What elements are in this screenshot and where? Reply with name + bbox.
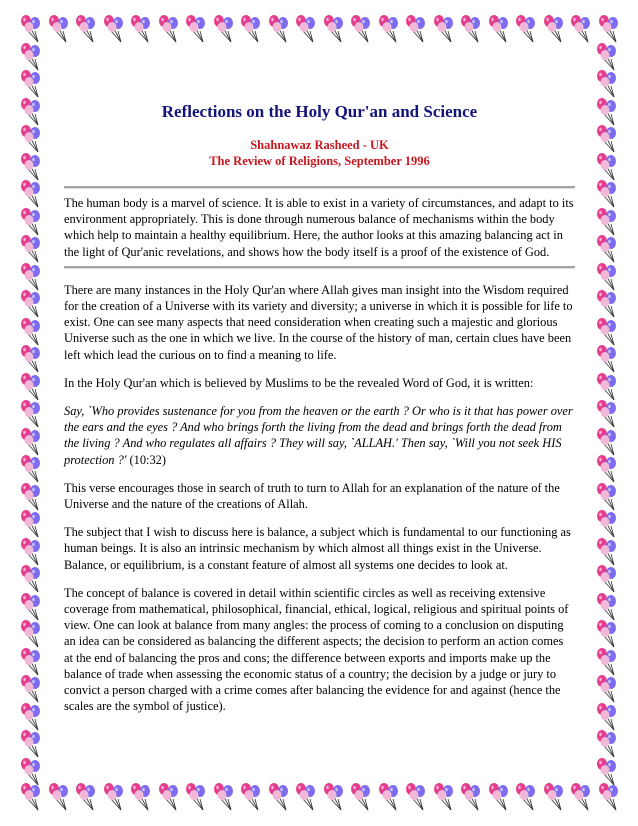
balloons-icon bbox=[18, 97, 44, 127]
balloons-icon bbox=[596, 782, 622, 812]
balloons-icon bbox=[156, 14, 182, 44]
paragraph-2: In the Holy Qur'an which is believed by Muslims to be the revealed Word of God, it is written: bbox=[64, 375, 534, 390]
balloons-icon bbox=[18, 399, 44, 429]
balloons-icon bbox=[128, 782, 154, 812]
balloons-icon bbox=[403, 782, 429, 812]
balloons-icon bbox=[293, 14, 319, 44]
balloons-icon bbox=[458, 782, 484, 812]
balloons-icon bbox=[431, 782, 457, 812]
balloons-icon bbox=[18, 702, 44, 732]
balloons-icon bbox=[594, 757, 620, 787]
balloons-icon bbox=[211, 782, 237, 812]
balloons-icon bbox=[18, 537, 44, 567]
balloons-icon bbox=[594, 592, 620, 622]
balloons-icon bbox=[594, 289, 620, 319]
balloons-icon bbox=[211, 14, 237, 44]
balloons-icon bbox=[513, 14, 539, 44]
paragraph-3: This verse encourages those in search of truth to turn to Allah for an explanation of the nature of the Universe and the nature of the creations of Allah. bbox=[64, 480, 560, 512]
balloons-icon bbox=[594, 344, 620, 374]
balloons-icon bbox=[18, 619, 44, 649]
balloons-icon bbox=[18, 207, 44, 237]
balloons-icon bbox=[594, 124, 620, 154]
balloons-icon bbox=[321, 782, 347, 812]
balloons-icon bbox=[376, 14, 402, 44]
balloons-icon bbox=[18, 42, 44, 72]
balloons-icon bbox=[73, 14, 99, 44]
balloons-icon bbox=[18, 262, 44, 292]
balloons-icon bbox=[321, 14, 347, 44]
balloons-icon bbox=[18, 14, 44, 44]
balloons-icon bbox=[594, 234, 620, 264]
balloons-icon bbox=[594, 152, 620, 182]
balloons-icon bbox=[238, 782, 264, 812]
balloons-icon bbox=[18, 427, 44, 457]
balloons-icon bbox=[513, 782, 539, 812]
balloons-icon bbox=[18, 289, 44, 319]
balloons-icon bbox=[348, 782, 374, 812]
balloons-icon bbox=[238, 14, 264, 44]
balloons-icon bbox=[594, 427, 620, 457]
balloons-icon bbox=[348, 14, 374, 44]
balloons-icon bbox=[18, 234, 44, 264]
balloons-icon bbox=[18, 317, 44, 347]
balloons-icon bbox=[46, 782, 72, 812]
balloons-icon bbox=[594, 97, 620, 127]
balloons-icon bbox=[18, 757, 44, 787]
paragraph-5: The concept of balance is covered in detail within scientific circles as well as receiving extensive coverage from mathematical, philosophical, financial, ethical, logical, religious and spiritual points of view. One can look at balance from many angles: the process of coming to a conclusion on disputing an idea can be considered as balancing the different aspects; the decision to perform an action comes at the end of balancing the pros and cons; the difference between exports and imports make up the balance of trade when assessing the economic status of a country; the decision by a judge or jury to convict a person charged with a crime comes after balancing the evidence for and against (hence the scales are the symbol of justice). bbox=[64, 585, 569, 714]
balloons-icon bbox=[594, 564, 620, 594]
balloons-icon bbox=[18, 782, 44, 812]
balloons-icon bbox=[568, 14, 594, 44]
balloons-icon bbox=[156, 782, 182, 812]
balloons-icon bbox=[594, 317, 620, 347]
balloons-icon bbox=[266, 14, 292, 44]
balloons-icon bbox=[18, 509, 44, 539]
paragraph-4: The subject that I wish to discuss here is balance, a subject which is fundamental to our functioning as human beings. It is also an intrinsic mechanism by which almost all things exist in the Universe. Balance, or equilibrium, is a constant feature of almost all systems one decides to look at. bbox=[64, 525, 571, 572]
balloons-icon bbox=[541, 14, 567, 44]
balloons-icon bbox=[594, 619, 620, 649]
balloons-icon bbox=[594, 179, 620, 209]
balloons-icon bbox=[293, 782, 319, 812]
balloons-icon bbox=[541, 782, 567, 812]
article bbox=[64, 102, 575, 714]
balloons-icon bbox=[18, 674, 44, 704]
quote-reference: (10:32) bbox=[126, 452, 166, 467]
balloons-icon bbox=[431, 14, 457, 44]
balloons-icon bbox=[486, 782, 512, 812]
balloons-icon bbox=[486, 14, 512, 44]
balloons-icon bbox=[594, 509, 620, 539]
article-source: The Review of Religions, September 1996 bbox=[209, 154, 430, 168]
balloons-icon bbox=[101, 782, 127, 812]
balloons-icon bbox=[18, 647, 44, 677]
balloons-icon bbox=[18, 592, 44, 622]
balloons-icon bbox=[594, 207, 620, 237]
balloons-icon bbox=[376, 782, 402, 812]
article-author: Shahnawaz Rasheed - UK bbox=[250, 138, 389, 152]
balloons-icon bbox=[403, 14, 429, 44]
article-title: Reflections on the Holy Qur'an and Science bbox=[161, 102, 478, 121]
balloons-icon bbox=[183, 14, 209, 44]
balloons-icon bbox=[18, 454, 44, 484]
balloons-icon bbox=[18, 482, 44, 512]
balloons-icon bbox=[128, 14, 154, 44]
balloons-icon bbox=[568, 782, 594, 812]
divider-top bbox=[64, 186, 575, 189]
balloons-icon bbox=[18, 69, 44, 99]
balloons-icon bbox=[18, 372, 44, 402]
balloons-icon bbox=[594, 482, 620, 512]
balloons-icon bbox=[594, 454, 620, 484]
balloons-icon bbox=[18, 729, 44, 759]
balloons-icon bbox=[594, 262, 620, 292]
balloons-icon bbox=[18, 344, 44, 374]
balloons-icon bbox=[18, 179, 44, 209]
balloons-icon bbox=[18, 564, 44, 594]
article-abstract: The human body is a marvel of science. It is able to exist in a variety of circumstances, and adapt to its environment appropriately. This is done through numerous balance of mechanisms within the body which help to maintain a healthy equilibrium. Here, the author looks at this amazing balancing act in the light of Qur'anic revelations, and shows how the body itself is a proof of the existence of God. bbox=[64, 196, 574, 259]
balloons-icon bbox=[594, 674, 620, 704]
balloons-icon bbox=[594, 69, 620, 99]
balloons-icon bbox=[594, 702, 620, 732]
balloons-icon bbox=[18, 152, 44, 182]
balloons-icon bbox=[73, 782, 99, 812]
quote-text: Say, `Who provides sustenance for you from the heaven or the earth ? Or who is it that has power over the ears and the eyes ? And who brings forth the living from the dead and brings forth the dead from the living ? And who regulates all affairs ? They will say, `ALLAH.' Then say, `Will you not seek HIS protection ?' bbox=[64, 404, 573, 467]
balloons-icon bbox=[18, 124, 44, 154]
balloons-icon bbox=[596, 14, 622, 44]
balloons-icon bbox=[594, 372, 620, 402]
balloons-icon bbox=[183, 782, 209, 812]
balloons-icon bbox=[594, 647, 620, 677]
balloons-icon bbox=[594, 729, 620, 759]
balloons-icon bbox=[594, 399, 620, 429]
balloons-icon bbox=[266, 782, 292, 812]
balloons-icon bbox=[594, 537, 620, 567]
balloons-icon bbox=[101, 14, 127, 44]
quran-quote bbox=[64, 403, 575, 468]
balloons-icon bbox=[594, 42, 620, 72]
balloons-icon bbox=[458, 14, 484, 44]
balloons-icon bbox=[46, 14, 72, 44]
paragraph-1: There are many instances in the Holy Qur'an where Allah gives man insight into the Wisdom required for the creation of a Universe with its variety and diversity; a universe in which it is possible for life to exist. One can see many aspects that need consideration when creating such a majestic and glorious Universe such as the one in which we live. In the course of the history of man, certain clues have been left which lead the curious on to find a meaning to life. bbox=[64, 282, 573, 362]
divider-bottom bbox=[64, 266, 575, 269]
